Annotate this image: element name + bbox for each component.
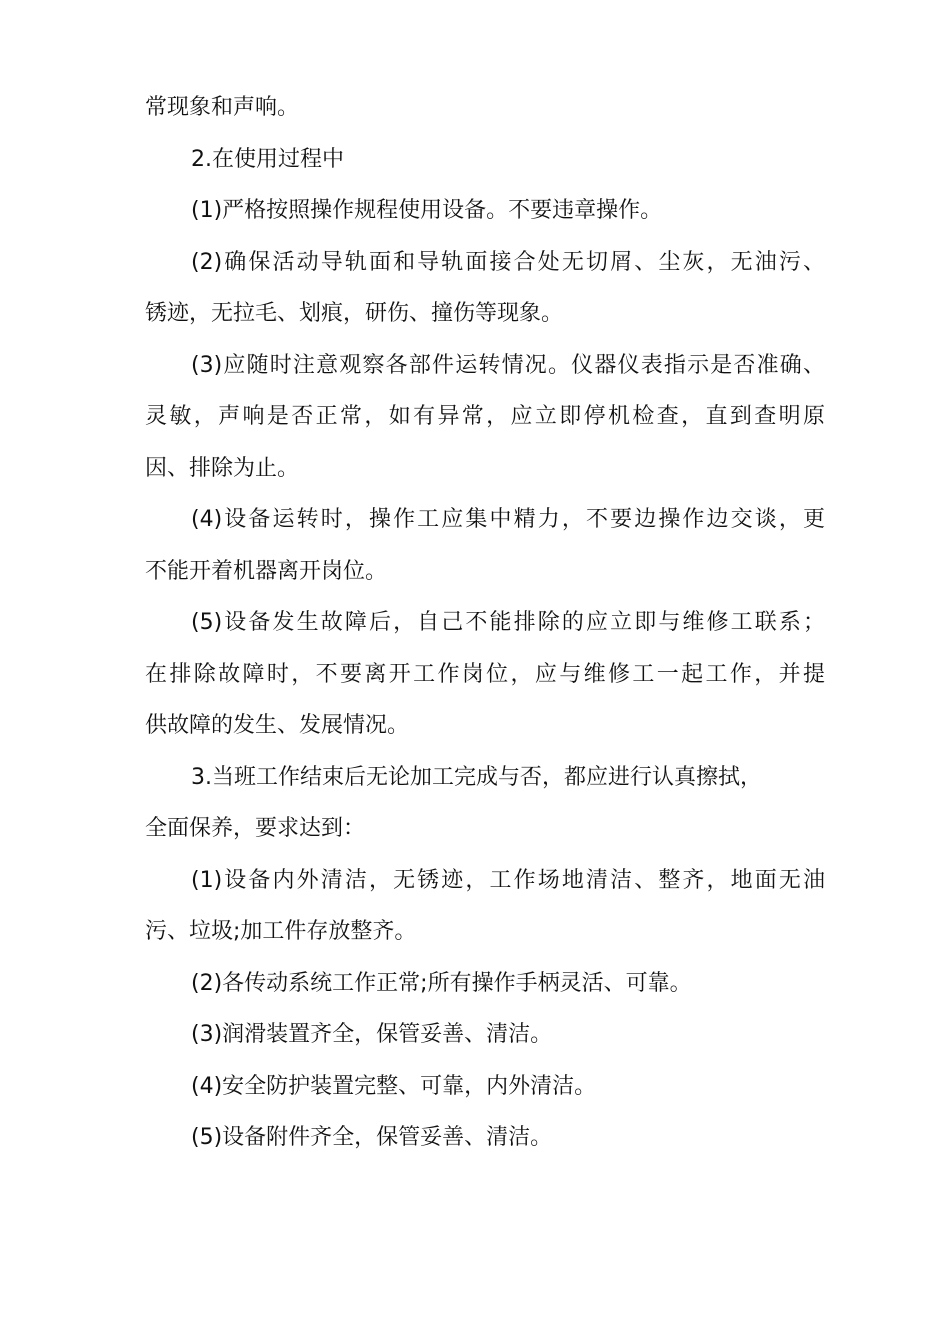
paragraph-line: (4)设备运转时，操作工应集中精力，不要边操作边交谈，更 — [191, 507, 825, 532]
paragraph-line: (1)设备内外清洁，无锈迹，工作场地清洁、整齐，地面无油 — [191, 867, 825, 893]
paragraph-line: (2)确保活动导轨面和导轨面接合处无切屑、尘灰，无油污、 — [191, 249, 825, 275]
paragraph-line: (1)严格按照操作规程使用设备。不要违章操作。 — [191, 198, 663, 223]
paragraph-line: 常现象和声响。 — [145, 95, 300, 120]
paragraph-line: 全面保养，要求达到： — [145, 816, 366, 841]
section-heading-3: 3.当班工作结束后无论加工完成与否，都应进行认真擦拭， — [191, 764, 762, 790]
paragraph-line: 在排除故障时，不要离开工作岗位，应与维修工一起工作，并提 — [145, 661, 825, 687]
paragraph-line: (3)应随时注意观察各部件运转情况。仪器仪表指示是否准确、 — [191, 352, 825, 378]
paragraph-line: (3)润滑装置齐全，保管妥善、清洁。 — [191, 1022, 553, 1047]
paragraph-line: 锈迹，无拉毛、划痕，研伤、撞伤等现象。 — [145, 301, 564, 326]
paragraph-line: 供故障的发生、发展情况。 — [145, 713, 410, 738]
paragraph-line: 污、垃圾;加工件存放整齐。 — [145, 919, 417, 944]
paragraph-line: (5)设备附件齐全，保管妥善、清洁。 — [191, 1125, 553, 1150]
paragraph-line: (5)设备发生故障后，自己不能排除的应立即与维修工联系； — [191, 610, 825, 635]
section-heading-2: 2.在使用过程中 — [191, 146, 344, 172]
document-body — [145, 82, 825, 1164]
paragraph-line: (2)各传动系统工作正常;所有操作手柄灵活、可靠。 — [191, 970, 692, 996]
paragraph-line: 因、排除为止。 — [145, 455, 300, 481]
paragraph-line: 灵敏，声响是否正常，如有异常，应立即停机检查，直到查明原 — [145, 404, 825, 429]
paragraph-line: 不能开着机器离开岗位。 — [145, 558, 388, 584]
paragraph-line: (4)安全防护装置完整、可靠，内外清洁。 — [191, 1073, 597, 1099]
